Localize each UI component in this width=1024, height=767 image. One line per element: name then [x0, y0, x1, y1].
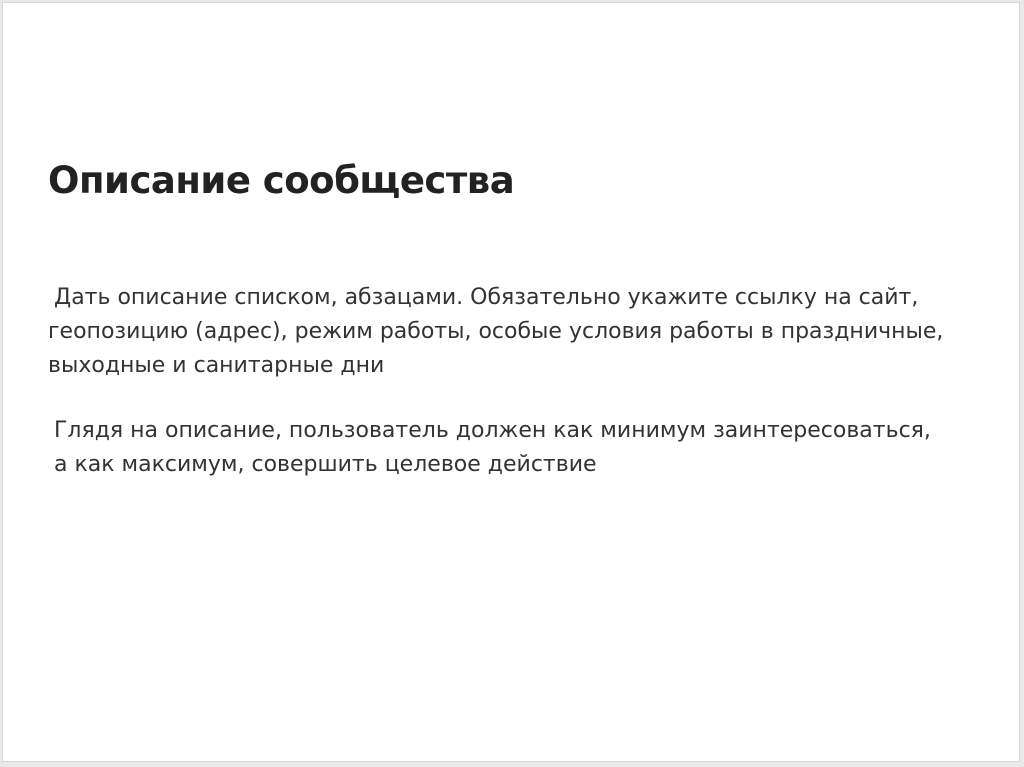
slide [2, 2, 1020, 762]
goal-paragraph [48, 414, 1008, 482]
paragraph-line: Глядя на описание, пользователь должен как минимум заинтересоваться, [54, 418, 931, 443]
paragraph-line: геопозицию (адрес), режим работы, особые условия работы в праздничные, [48, 319, 944, 344]
paragraph-line: Дать описание списком, абзацами. Обязательно укажите ссылку на сайт, [54, 285, 919, 310]
slide-title: Описание сообщества [48, 159, 515, 202]
paragraph-line: выходные и санитарные дни [48, 353, 385, 378]
paragraph-line: а как максимум, совершить целевое действие [54, 452, 597, 477]
description-paragraph [48, 281, 1008, 383]
